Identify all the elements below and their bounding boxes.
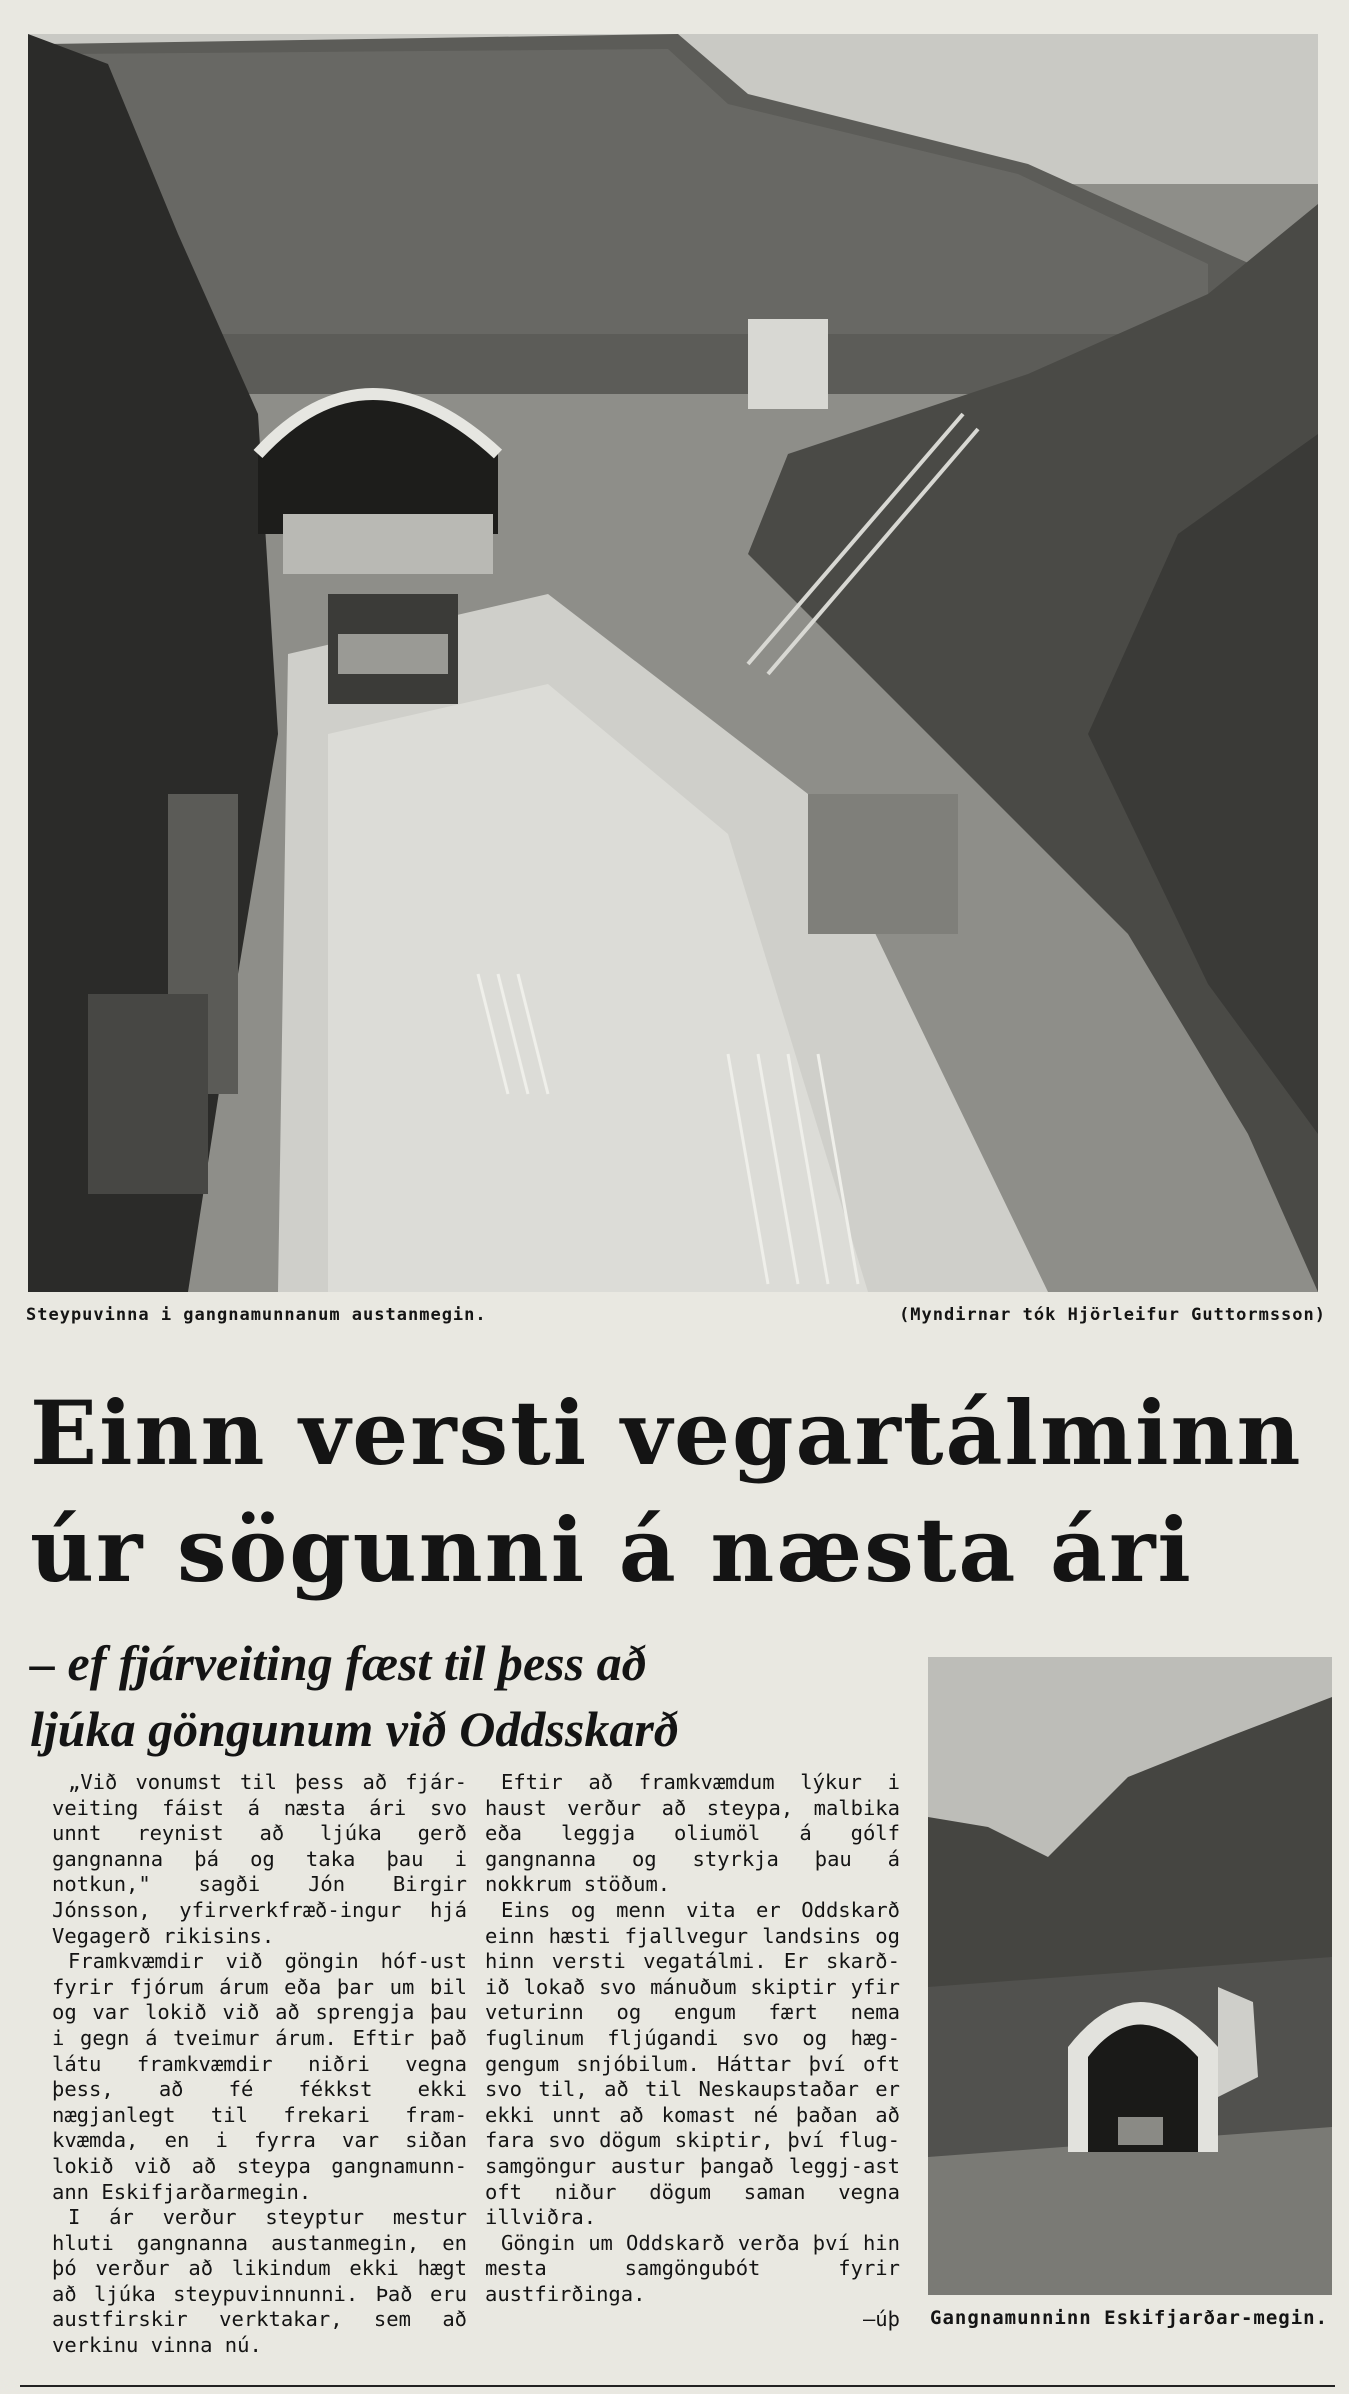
subheadline-line-2: ljúka göngunum við Oddsskarð xyxy=(30,1701,679,1757)
paragraph: Framkvæmdir við göngin hóf-ust fyrir fjórum árum eða þar um bil og var lokið við að sprengja þau i gegn á tveimur árum. Eftir það látu framkvæmdir niðri vegna þess, að fé fékkst ekki nægjanlegt til frekari fram-kvæmda, en i fyrra var siðan lokið við að steypa gangnamunn-ann Eskifjarðarmegin. xyxy=(52,1949,467,2204)
tunnel-construction-illustration xyxy=(28,34,1318,1292)
main-photo xyxy=(28,34,1318,1292)
photo-credit: (Myndirnar tók Hjörleifur Guttormsson) xyxy=(899,1305,1326,1325)
subheadline xyxy=(30,1630,910,1762)
paragraph: I ár verður steyptur mestur hluti gangnanna austanmegin, en þó verður að likindum ekki hægt að ljúka steypuvinnunni. Það eru austfirskir verktakar, sem að verkinu vinna nú. xyxy=(52,2205,467,2358)
paragraph: „Við vonumst til þess að fjár-veiting fáist á næsta ári svo unnt reynist að ljúka gerð gangnanna þá og taka þau i notkun," sagði Jón Birgir Jónsson, yfirverkfræð-ingur hjá Vegagerð rikisins. xyxy=(52,1770,467,1948)
side-photo xyxy=(928,1657,1332,2295)
article-column-1 xyxy=(52,1770,467,2359)
main-photo-caption xyxy=(26,1305,1326,1333)
headline xyxy=(30,1375,1330,1609)
paragraph: Eins og menn vita er Oddskarð einn hæsti fjallvegur landsins og hinn versti vegatálmi. Er skarð-ið lokað svo mánuðum skiptir yfir veturinn og engum fært nema fuglinum fljúgandi svo og hæg-gengum snjóbilum. Háttar því oft svo til, að til Neskaupstaðar er ekki unnt að komast né þaðan að fara svo dögum skiptir, því flug-samgöngur austur þangað leggj-ast oft niður dögum saman vegna illviðra. xyxy=(485,1897,900,2230)
paragraph: Göngin um Oddskarð verða því hin mesta samgöngubót fyrir austfirðinga. xyxy=(485,2230,900,2306)
tunnel-entrance-illustration xyxy=(928,1657,1332,2295)
subheadline-line-1: – ef fjárveiting fæst til þess að xyxy=(30,1635,647,1691)
divider-rule xyxy=(20,2385,1335,2387)
author-signoff: —úþ xyxy=(862,2307,900,2332)
headline-line-2: úr sögunni á næsta ári xyxy=(30,1498,1193,1602)
caption-text: Steypuvinna i gangnamunnanum austanmegin. xyxy=(26,1305,487,1325)
paragraph: Eftir að framkvæmdum lýkur i haust verður að steypa, malbika eða leggja oliumöl á gólf gangnanna og styrkja þau á nokkrum stöðum. xyxy=(485,1770,900,1897)
side-photo-caption: Gangnamunninn Eskifjarðar-megin. xyxy=(930,2307,1329,2329)
headline-line-1: Einn versti vegartálminn xyxy=(30,1381,1303,1485)
article-column-2 xyxy=(485,1770,900,2333)
